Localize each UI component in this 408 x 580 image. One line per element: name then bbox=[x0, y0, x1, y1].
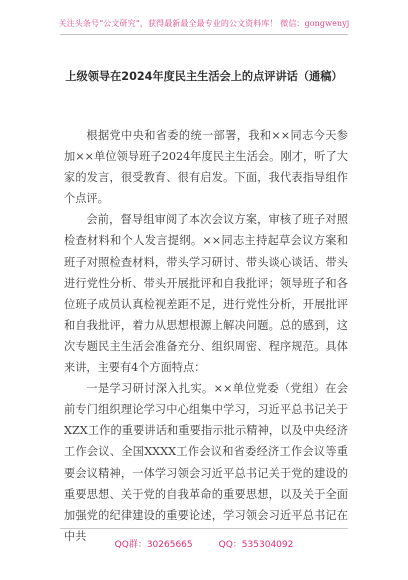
qq-group-number: QQ群：30265665 bbox=[114, 540, 193, 550]
footer-contact bbox=[0, 537, 408, 550]
header-divider bbox=[60, 34, 348, 35]
paragraph-intro: 根据党中央和省委的统一部署，我和××同志今天参加××单位领导班子2024年度民主生活会。刚才，听了大家的发言，很受教育、很有启发。下面，我代表指导组作个点评。 bbox=[64, 129, 348, 206]
paragraph-point-one: 一是学习研讨深入扎实。××单位党委（党组）在会前专门组织理论学习中心组集中学习，习近平总书记关于XZX工作的重要讲话和重要指示批示精神，以及中央经济工作会议、全国XXXX工作会议和省委经济工作会议等重要会议精神，一体学习领会习近平总书记关于党的建设的重要思想、关于党的自我革命的重要思想，以及关于全面加强党的纪律建设的重要论述，学习领会习近平总书记在中共 bbox=[64, 382, 348, 543]
document-body bbox=[64, 125, 348, 547]
footer-divider bbox=[60, 528, 348, 529]
paragraph-review: 会前，督导组审阅了本次会议方案，审核了班子对照检查材料和个人发言提纲。××同志主持起草会议方案和班子对照检查材料，带头学习研讨、带头谈心谈话、带头进行党性分析、带头开展批评和自我批评；领导班子和各位班子成员认真检视差距不足，进行党性分析，开展批评和自我批评，着力从思想根源上解决问题。总的感到，这次专题民主生活会准备充分、组织周密、程序规范。具体来讲，主要有4个方面特点： bbox=[64, 213, 348, 375]
qq-number: QQ：535304092 bbox=[218, 540, 294, 550]
promo-banner: 关注头条号“公文研究”，获得最新最全最专业的公文资料库！ 微信：gongwenyj bbox=[58, 19, 350, 28]
document-title: 上级领导在2024年度民主生活会上的点评讲话（通稿） bbox=[65, 70, 343, 83]
